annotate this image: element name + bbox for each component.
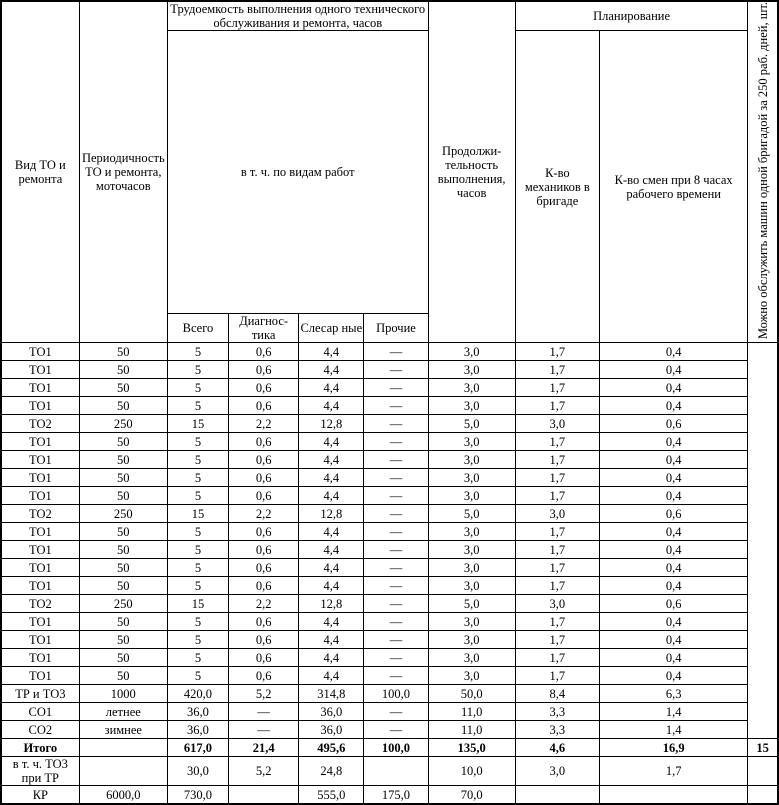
cell-diag: 5,2	[229, 757, 299, 786]
cell-total: 5	[167, 451, 228, 469]
cell-type: ТО1	[1, 667, 79, 685]
cell-period: 50	[79, 667, 167, 685]
cell-mechanics: 3,3	[515, 721, 599, 739]
cell-other: —	[364, 433, 428, 451]
cell-shifts: 0,4	[599, 577, 747, 595]
cell-total: 5	[167, 379, 228, 397]
cell-mechanics: 1,7	[515, 649, 599, 667]
header-shifts: К-во смен при 8 часах рабочего времени	[599, 31, 747, 343]
cell-type: в т. ч. ТО3 при ТР	[1, 757, 79, 786]
cell-total: 36,0	[167, 721, 228, 739]
header-period: Периодичность ТО и ремонта, моточасов	[79, 1, 167, 343]
cell-diag: 0,6	[229, 433, 299, 451]
cell-diag: 0,6	[229, 523, 299, 541]
cell-diag: 0,6	[229, 613, 299, 631]
cell-other: —	[364, 595, 428, 613]
table-row	[1, 433, 778, 451]
cell-type: ТО1	[1, 343, 79, 361]
cell-duration: 135,0	[428, 739, 515, 757]
cell-other	[364, 757, 428, 786]
cell-mech: 12,8	[299, 415, 364, 433]
cell-mech: 4,4	[299, 379, 364, 397]
cell-period: 50	[79, 361, 167, 379]
cell-period: 250	[79, 505, 167, 523]
cell-type: ТО1	[1, 577, 79, 595]
cell-duration: 11,0	[428, 721, 515, 739]
cell-mech: 314,8	[299, 685, 364, 703]
cell-shifts: 0,4	[599, 649, 747, 667]
cell-duration: 5,0	[428, 505, 515, 523]
cell-period: 50	[79, 613, 167, 631]
cell-duration: 3,0	[428, 469, 515, 487]
cell-mech: 4,4	[299, 613, 364, 631]
cell-other: —	[364, 343, 428, 361]
cell-shifts: 1,4	[599, 703, 747, 721]
cell-other: —	[364, 397, 428, 415]
cell-shifts: 1,7	[599, 757, 747, 786]
cell-duration: 3,0	[428, 487, 515, 505]
cell-total: 15	[167, 415, 228, 433]
cell-mech: 4,4	[299, 667, 364, 685]
cell-period: 50	[79, 379, 167, 397]
cell-type: ТО1	[1, 361, 79, 379]
cell-duration: 3,0	[428, 397, 515, 415]
cell-other: —	[364, 631, 428, 649]
table-row	[1, 739, 778, 757]
cell-mech: 4,4	[299, 433, 364, 451]
cell-mechanics: 1,7	[515, 451, 599, 469]
cell-period: 50	[79, 487, 167, 505]
cell-shifts: 0,4	[599, 559, 747, 577]
cell-mech: 4,4	[299, 541, 364, 559]
cell-other: —	[364, 577, 428, 595]
table-header	[1, 1, 778, 343]
table-row	[1, 613, 778, 631]
cell-mech: 36,0	[299, 721, 364, 739]
table-row	[1, 786, 778, 805]
cell-other: —	[364, 649, 428, 667]
cell-mechanics: 1,7	[515, 343, 599, 361]
cell-other: —	[364, 361, 428, 379]
cell-mechanics: 1,7	[515, 487, 599, 505]
cell-shifts: 0,4	[599, 343, 747, 361]
cell-period: 50	[79, 631, 167, 649]
table-row	[1, 505, 778, 523]
cell-duration: 3,0	[428, 631, 515, 649]
cell-period: зимнее	[79, 721, 167, 739]
header-total: Всего	[167, 314, 228, 343]
cell-duration: 3,0	[428, 523, 515, 541]
cell-mech: 36,0	[299, 703, 364, 721]
cell-period: 50	[79, 523, 167, 541]
table-row	[1, 379, 778, 397]
cell-total: 5	[167, 433, 228, 451]
cell-other: —	[364, 559, 428, 577]
cell-period: 250	[79, 415, 167, 433]
cell-other: 100,0	[364, 739, 428, 757]
cell-period	[79, 757, 167, 786]
cell-duration: 11,0	[428, 703, 515, 721]
cell-type: ТО1	[1, 541, 79, 559]
table-row	[1, 451, 778, 469]
table-row	[1, 487, 778, 505]
cell-mech: 24,8	[299, 757, 364, 786]
cell-diag: 0,6	[229, 487, 299, 505]
cell-mech: 4,4	[299, 469, 364, 487]
header-mechanics: К-во механиков в бригаде	[515, 31, 599, 343]
cell-diag: —	[229, 721, 299, 739]
cell-mech: 4,4	[299, 397, 364, 415]
cell-mechanics: 3,0	[515, 757, 599, 786]
cell-type: ТО1	[1, 487, 79, 505]
cell-period: 50	[79, 541, 167, 559]
capacity-vertical-label: Можно обслужить машин одной бригадой за 250 раб. дней, шт.	[755, 2, 770, 340]
cell-total: 730,0	[167, 786, 228, 805]
cell-mech: 4,4	[299, 577, 364, 595]
cell-total: 5	[167, 523, 228, 541]
cell-capacity	[748, 786, 778, 805]
cell-period: 50	[79, 577, 167, 595]
cell-shifts: 0,4	[599, 397, 747, 415]
header-capacity-vertical	[748, 1, 778, 343]
cell-period: 250	[79, 595, 167, 613]
cell-shifts: 16,9	[599, 739, 747, 757]
cell-capacity: 15	[748, 739, 778, 757]
cell-type: ТО2	[1, 415, 79, 433]
cell-shifts: 1,4	[599, 721, 747, 739]
cell-total: 15	[167, 505, 228, 523]
cell-total: 5	[167, 559, 228, 577]
cell-type: ТО1	[1, 523, 79, 541]
cell-other: —	[364, 379, 428, 397]
cell-total: 5	[167, 631, 228, 649]
cell-mech: 495,6	[299, 739, 364, 757]
cell-mechanics: 1,7	[515, 523, 599, 541]
cell-mechanics: 3,0	[515, 415, 599, 433]
cell-other: —	[364, 415, 428, 433]
cell-shifts: 0,4	[599, 631, 747, 649]
header-type: Вид ТО и ремонта	[1, 1, 79, 343]
cell-other: —	[364, 487, 428, 505]
cell-period: 50	[79, 397, 167, 415]
cell-type: СО2	[1, 721, 79, 739]
cell-mechanics: 8,4	[515, 685, 599, 703]
cell-mechanics: 4,6	[515, 739, 599, 757]
cell-duration: 3,0	[428, 559, 515, 577]
cell-period	[79, 739, 167, 757]
cell-diag: 2,2	[229, 505, 299, 523]
cell-duration: 3,0	[428, 379, 515, 397]
cell-mech: 4,4	[299, 631, 364, 649]
header-duration: Продолжи-тельность выполнения, часов	[428, 1, 515, 343]
cell-duration: 3,0	[428, 451, 515, 469]
cell-period: 50	[79, 469, 167, 487]
cell-total: 5	[167, 343, 228, 361]
table-row	[1, 595, 778, 613]
cell-duration: 5,0	[428, 595, 515, 613]
cell-duration: 3,0	[428, 433, 515, 451]
cell-duration: 3,0	[428, 667, 515, 685]
cell-type: ТО2	[1, 595, 79, 613]
table-row	[1, 631, 778, 649]
table-row	[1, 721, 778, 739]
cell-diag: 0,6	[229, 397, 299, 415]
cell-mechanics: 1,7	[515, 397, 599, 415]
cell-other: —	[364, 541, 428, 559]
cell-duration: 10,0	[428, 757, 515, 786]
cell-duration: 3,0	[428, 541, 515, 559]
cell-mechanics: 3,0	[515, 595, 599, 613]
cell-total: 5	[167, 361, 228, 379]
cell-total: 617,0	[167, 739, 228, 757]
cell-mech: 4,4	[299, 343, 364, 361]
cell-shifts: 0,4	[599, 541, 747, 559]
cell-type: СО1	[1, 703, 79, 721]
cell-shifts: 0,4	[599, 433, 747, 451]
table-row	[1, 361, 778, 379]
cell-other: —	[364, 613, 428, 631]
cell-duration: 3,0	[428, 649, 515, 667]
header-group-planning: Планирование	[515, 1, 748, 31]
cell-total: 420,0	[167, 685, 228, 703]
cell-period: 50	[79, 451, 167, 469]
cell-total: 5	[167, 541, 228, 559]
cell-other: —	[364, 469, 428, 487]
cell-mechanics: 1,7	[515, 361, 599, 379]
cell-type: ТО1	[1, 559, 79, 577]
cell-duration: 3,0	[428, 577, 515, 595]
cell-mechanics: 1,7	[515, 631, 599, 649]
cell-diag: 21,4	[229, 739, 299, 757]
cell-total: 5	[167, 649, 228, 667]
cell-diag: 0,6	[229, 559, 299, 577]
cell-type: ТР и ТО3	[1, 685, 79, 703]
cell-shifts: 0,4	[599, 469, 747, 487]
cell-diag: 5,2	[229, 685, 299, 703]
cell-type: ТО1	[1, 433, 79, 451]
cell-mech: 12,8	[299, 595, 364, 613]
cell-shifts: 0,4	[599, 487, 747, 505]
cell-capacity	[748, 757, 778, 786]
table-body	[1, 343, 778, 805]
cell-total: 5	[167, 577, 228, 595]
cell-mechanics	[515, 786, 599, 805]
cell-duration: 3,0	[428, 343, 515, 361]
table-row	[1, 649, 778, 667]
cell-diag: —	[229, 703, 299, 721]
cell-mechanics: 3,3	[515, 703, 599, 721]
cell-other: 175,0	[364, 786, 428, 805]
cell-type: ТО1	[1, 379, 79, 397]
header-other: Прочие	[364, 314, 428, 343]
cell-other: —	[364, 505, 428, 523]
cell-duration: 50,0	[428, 685, 515, 703]
table-row	[1, 541, 778, 559]
cell-period: 50	[79, 433, 167, 451]
cell-shifts	[599, 786, 747, 805]
table-row	[1, 523, 778, 541]
cell-duration: 70,0	[428, 786, 515, 805]
cell-mechanics: 1,7	[515, 469, 599, 487]
header-mechanical: Слесар ные	[299, 314, 364, 343]
cell-duration: 3,0	[428, 361, 515, 379]
cell-other: —	[364, 451, 428, 469]
cell-diag: 0,6	[229, 361, 299, 379]
cell-type: Итого	[1, 739, 79, 757]
cell-type: ТО1	[1, 469, 79, 487]
cell-total: 30,0	[167, 757, 228, 786]
cell-period: 50	[79, 343, 167, 361]
table-row	[1, 685, 778, 703]
header-group-labor: Трудоемкость выполнения одного технического обслуживания и ремонта, часов	[167, 1, 428, 31]
cell-mech: 4,4	[299, 523, 364, 541]
table-row	[1, 667, 778, 685]
header-group-labor-sub: в т. ч. по видам работ	[167, 31, 428, 314]
cell-duration: 5,0	[428, 415, 515, 433]
header-diagnostics: Диагнос-тика	[229, 314, 299, 343]
cell-total: 5	[167, 397, 228, 415]
cell-period: летнее	[79, 703, 167, 721]
cell-period: 50	[79, 649, 167, 667]
cell-diag: 0,6	[229, 649, 299, 667]
cell-type: ТО1	[1, 631, 79, 649]
cell-diag: 2,2	[229, 415, 299, 433]
table-row	[1, 343, 778, 361]
cell-mechanics: 1,7	[515, 667, 599, 685]
cell-mechanics: 1,7	[515, 541, 599, 559]
cell-period: 50	[79, 559, 167, 577]
cell-shifts: 0,4	[599, 451, 747, 469]
cell-mechanics: 1,7	[515, 433, 599, 451]
cell-diag: 0,6	[229, 469, 299, 487]
cell-shifts: 0,6	[599, 595, 747, 613]
cell-shifts: 6,3	[599, 685, 747, 703]
cell-type: ТО1	[1, 451, 79, 469]
cell-shifts: 0,6	[599, 505, 747, 523]
cell-mech: 12,8	[299, 505, 364, 523]
cell-diag	[229, 786, 299, 805]
cell-shifts: 0,4	[599, 361, 747, 379]
table-row	[1, 757, 778, 786]
cell-mechanics: 1,7	[515, 559, 599, 577]
cell-shifts: 0,4	[599, 523, 747, 541]
cell-other: —	[364, 523, 428, 541]
cell-mech: 555,0	[299, 786, 364, 805]
cell-total: 15	[167, 595, 228, 613]
cell-shifts: 0,6	[599, 415, 747, 433]
cell-other: 100,0	[364, 685, 428, 703]
cell-other: —	[364, 667, 428, 685]
table-row	[1, 703, 778, 721]
cell-mech: 4,4	[299, 451, 364, 469]
cell-diag: 2,2	[229, 595, 299, 613]
cell-mechanics: 1,7	[515, 613, 599, 631]
cell-type: КР	[1, 786, 79, 805]
cell-type: ТО2	[1, 505, 79, 523]
cell-total: 5	[167, 667, 228, 685]
cell-mech: 4,4	[299, 649, 364, 667]
cell-shifts: 0,4	[599, 667, 747, 685]
cell-period: 1000	[79, 685, 167, 703]
cell-diag: 0,6	[229, 379, 299, 397]
cell-type: ТО1	[1, 613, 79, 631]
cell-type: ТО1	[1, 397, 79, 415]
cell-mech: 4,4	[299, 487, 364, 505]
cell-other: —	[364, 703, 428, 721]
cell-diag: 0,6	[229, 343, 299, 361]
cell-duration: 3,0	[428, 613, 515, 631]
cell-mech: 4,4	[299, 559, 364, 577]
cell-mechanics: 3,0	[515, 505, 599, 523]
table-row	[1, 559, 778, 577]
cell-other: —	[364, 721, 428, 739]
cell-total: 5	[167, 487, 228, 505]
table-row	[1, 415, 778, 433]
header-row-1	[1, 1, 778, 31]
cell-total: 36,0	[167, 703, 228, 721]
table-row	[1, 397, 778, 415]
cell-shifts: 0,4	[599, 613, 747, 631]
cell-diag: 0,6	[229, 577, 299, 595]
table-row	[1, 577, 778, 595]
cell-total: 5	[167, 469, 228, 487]
cell-diag: 0,6	[229, 541, 299, 559]
cell-type: ТО1	[1, 649, 79, 667]
cell-total: 5	[167, 613, 228, 631]
cell-mech: 4,4	[299, 361, 364, 379]
cell-mechanics: 1,7	[515, 379, 599, 397]
table-row	[1, 469, 778, 487]
cell-mechanics: 1,7	[515, 577, 599, 595]
cell-diag: 0,6	[229, 451, 299, 469]
cell-diag: 0,6	[229, 631, 299, 649]
cell-shifts: 0,4	[599, 379, 747, 397]
cell-diag: 0,6	[229, 667, 299, 685]
cell-period: 6000,0	[79, 786, 167, 805]
